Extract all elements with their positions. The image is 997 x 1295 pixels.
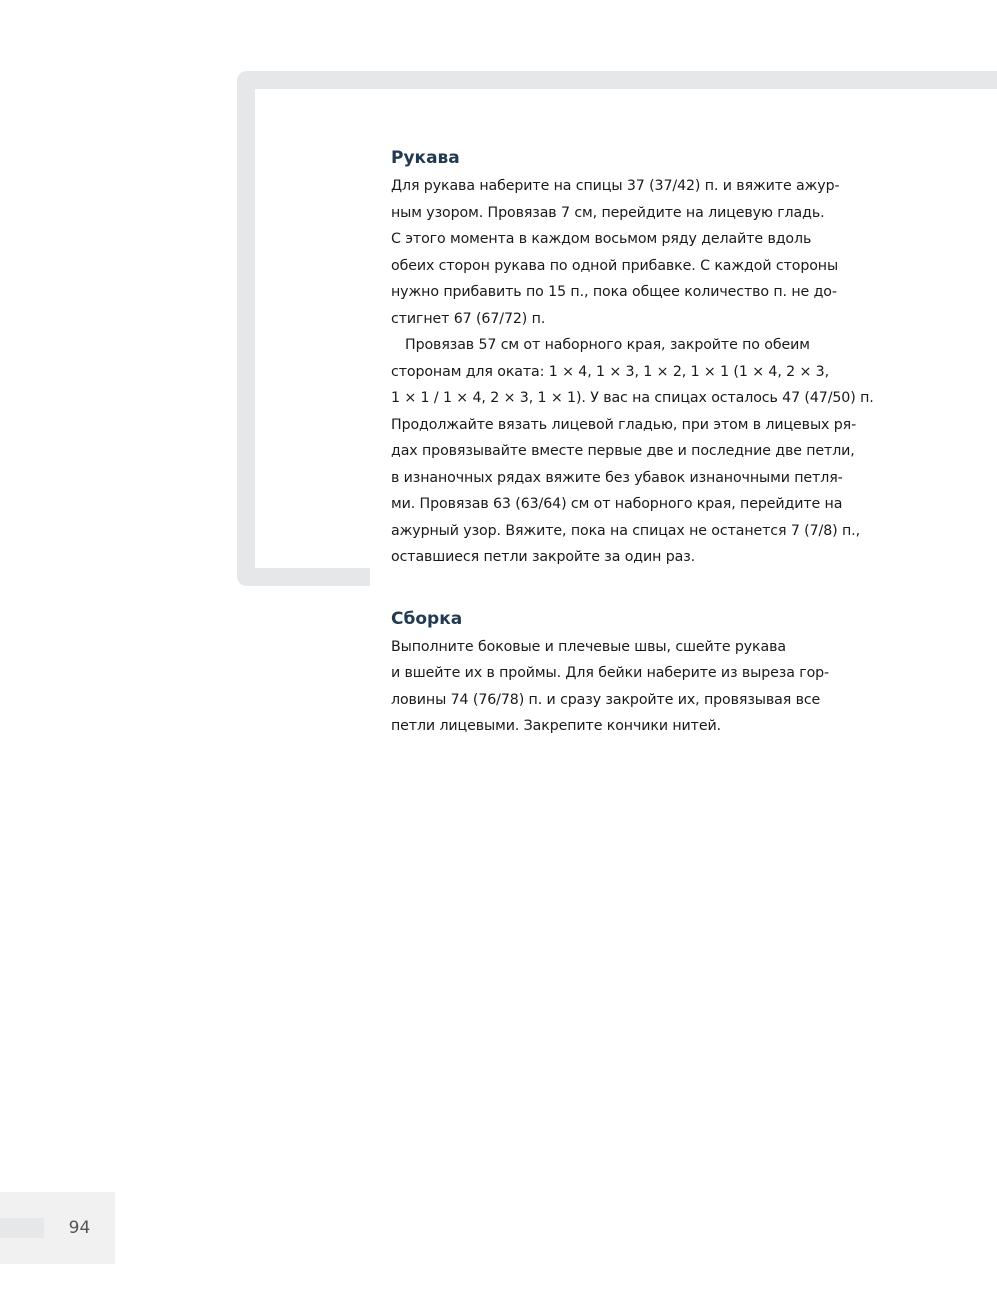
text-line: 1 × 1 / 1 × 4, 2 × 3, 1 × 1). У вас на спицах осталось 47 (47/50) п. xyxy=(391,390,874,406)
paragraph-sleeves-1 xyxy=(391,173,881,332)
page-number: 94 xyxy=(68,1218,91,1238)
section-title-assembly: Сборка xyxy=(391,608,463,629)
text-line: Провязав 57 см от наборного края, закройте по обеим xyxy=(405,337,810,353)
text-line: обеих сторон рукава по одной прибавке. С каждой стороны xyxy=(391,257,839,274)
text-line: Продолжайте вязать лицевой гладью, при этом в лицевых ря- xyxy=(391,416,857,433)
text-line: стигнет 67 (67/72) п. xyxy=(391,310,546,327)
text-line: ловины 74 (76/78) п. и сразу закройте их, провязывая все xyxy=(391,691,821,708)
frame-top-bar xyxy=(237,71,997,89)
text-line: ажурный узор. Вяжите, пока на спицах не останется 7 (7/8) п., xyxy=(391,522,860,539)
text-line: Выполните боковые и плечевые швы, сшейте рукава xyxy=(391,638,786,655)
section-title-sleeves: Рукава xyxy=(391,148,460,168)
frame-left-bar xyxy=(237,71,255,586)
text-line: Для рукава наберите на спицы 37 (37/42) п. и вяжите ажур- xyxy=(391,178,840,194)
page-number-box xyxy=(0,1192,115,1264)
text-line: и вшейте их в проймы. Для бейки наберите из выреза гор- xyxy=(391,665,830,681)
text-line: нужно прибавить по 15 п., пока общее количество п. не до- xyxy=(391,284,837,300)
page-content xyxy=(391,143,881,740)
text-line: С этого момента в каждом восьмом ряду делайте вдоль xyxy=(391,231,812,247)
text-line: ным узором. Провязав 7 см, перейдите на лицевую гладь. xyxy=(391,204,825,221)
paragraph-sleeves-2 xyxy=(391,332,881,571)
text-line: оставшиеся петли закройте за один раз. xyxy=(391,549,696,565)
paragraph-assembly xyxy=(391,634,881,740)
text-line: сторонам для оката: 1 × 4, 1 × 3, 1 × 2, 1 × 1 (1 × 4, 2 × 3, xyxy=(391,363,830,380)
text-line: ми. Провязав 63 (63/64) см от наборного края, перейдите на xyxy=(391,496,843,512)
text-line: дах провязывайте вместе первые две и последние две петли, xyxy=(391,443,855,459)
text-line: в изнаночных рядах вяжите без убавок изнаночными петля- xyxy=(391,469,843,486)
section-spacer xyxy=(391,571,881,604)
frame-bottom-bar xyxy=(237,568,370,586)
text-line: петли лицевыми. Закрепите кончики нитей. xyxy=(391,718,721,734)
